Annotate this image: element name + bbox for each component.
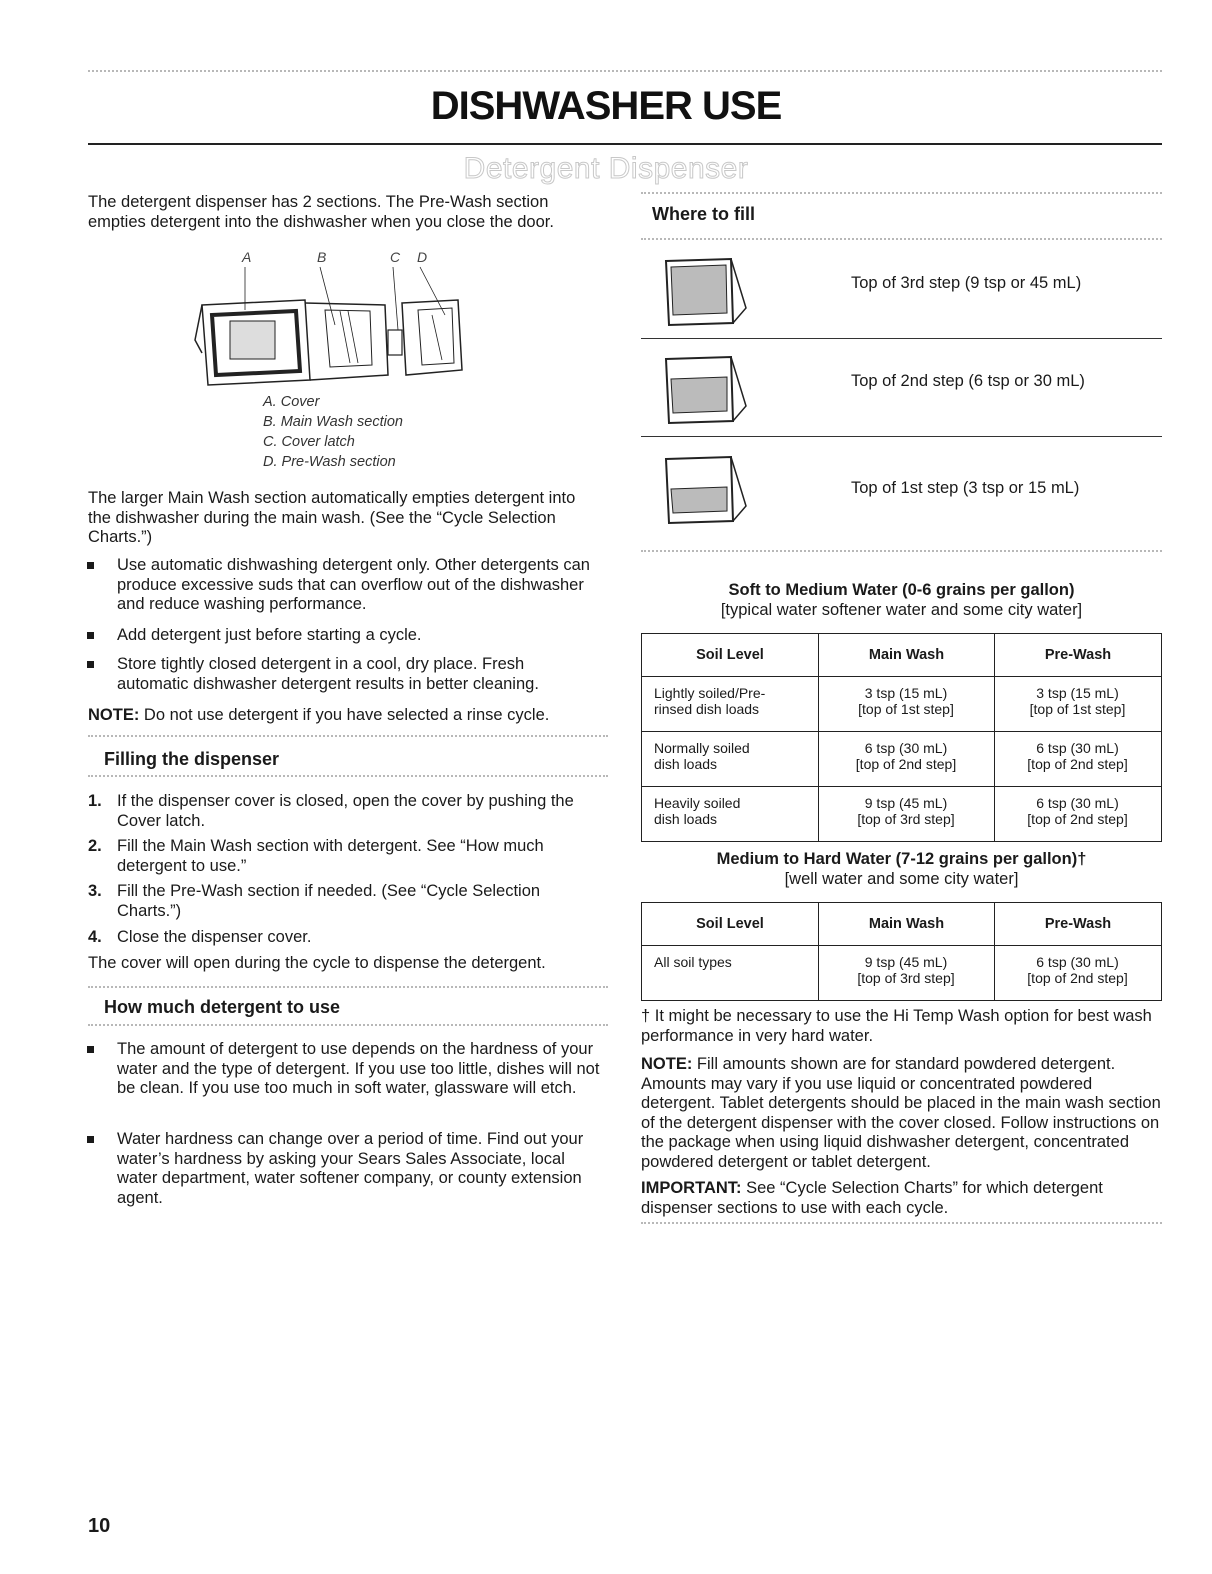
cell-line: 6 tsp (30 mL) bbox=[1036, 954, 1119, 970]
soft-water-table bbox=[641, 633, 1162, 842]
where-title: Where to fill bbox=[652, 204, 755, 224]
soil-cell bbox=[642, 787, 819, 842]
column-header: Soil Level bbox=[642, 903, 819, 946]
fill-row-rule bbox=[641, 338, 1162, 339]
step-number: 2. bbox=[88, 837, 102, 855]
filling-step bbox=[88, 928, 597, 948]
filling-step bbox=[88, 837, 597, 876]
title-rule bbox=[88, 143, 1162, 145]
cell-line: [top of 1st step] bbox=[858, 701, 954, 717]
diagram-letter-a: A bbox=[242, 249, 252, 265]
important-text: See “Cycle Selection Charts” for which detergent dispenser sections to use with each cycle. bbox=[641, 1179, 1103, 1217]
soft-water-subtitle: [typical water softener water and some city water] bbox=[720, 601, 1083, 619]
fill-row bbox=[641, 439, 1162, 535]
column-header: Main Wash bbox=[819, 634, 995, 677]
cell-line: [top of 3rd step] bbox=[857, 970, 955, 986]
bullet-item: The amount of detergent to use depends on the hardness of your water and the type of detergent. If you use too little, dishes will not be clean. If you use too much in soft water, glassware will etch. bbox=[117, 1040, 607, 1099]
where-divider-end bbox=[641, 550, 1162, 552]
main-wash-text: The larger Main Wash section automatically empties detergent into the dishwasher during the main wash. (See the “Cycle Selection Charts.”) bbox=[88, 489, 576, 546]
diagram-letter-b: B bbox=[317, 249, 327, 265]
table-header-row bbox=[642, 903, 1162, 946]
main-wash-cell bbox=[819, 732, 995, 787]
bullet-item: Add detergent just before starting a cycle. bbox=[117, 626, 607, 646]
cell-line: 9 tsp (45 mL) bbox=[864, 795, 948, 811]
bullet-item: Water hardness can change over a period of time. Find out your water’s hardness by asking your Sears Sales Associate, local water department, water softener company, or county extension agent. bbox=[117, 1130, 607, 1208]
note-text: Fill amounts shown are for standard powdered detergent. Amounts may vary if you use liquid or concentrated powdered detergent. Tablet detergents should be placed in the main wash section of the detergent dispenser with the cover closed. Follow instructions on the package when using liquid dishwasher detergent, concentrated powdered detergent or tablet detergent. bbox=[641, 1055, 1161, 1171]
step-number: 1. bbox=[88, 792, 102, 810]
cell-line: 3 tsp (15 mL) bbox=[1036, 685, 1119, 701]
page-number: 10 bbox=[88, 1515, 111, 1537]
cell-line: 6 tsp (30 mL) bbox=[1036, 795, 1119, 811]
bullet-item: Use automatic dishwashing detergent only. Other detergents can produce excessive suds that can overflow out of the dishwasher and reduce washing performance. bbox=[117, 556, 607, 615]
page-title: DISHWASHER USE bbox=[430, 84, 782, 128]
note-text: Do not use detergent if you have selected a rinse cycle. bbox=[139, 706, 550, 724]
dispenser-step-3-icon bbox=[661, 253, 751, 333]
cell-line: [top of 2nd step] bbox=[855, 756, 957, 772]
howmuch-divider-bottom bbox=[88, 1024, 608, 1026]
pre-wash-cell bbox=[995, 787, 1162, 842]
note-fill-amounts bbox=[641, 1055, 1162, 1172]
fill-row bbox=[641, 243, 1162, 339]
dispenser-step-1-icon bbox=[661, 451, 751, 531]
footnote: † It might be necessary to use the Hi Temp Wash option for best wash performance in very hard water. bbox=[641, 1007, 1152, 1045]
cell-line: dish loads bbox=[654, 756, 718, 772]
howmuch-title: How much detergent to use bbox=[104, 997, 341, 1017]
fill-row-text: Top of 3rd step (9 tsp or 45 mL) bbox=[851, 274, 1082, 292]
hard-water-title: Medium to Hard Water (7-12 grains per gallon)† bbox=[716, 850, 1087, 868]
top-divider bbox=[88, 70, 1162, 72]
diagram-legend bbox=[263, 392, 403, 472]
cell-line: Heavily soiled bbox=[654, 795, 741, 811]
table-row bbox=[642, 787, 1162, 842]
column-header: Pre-Wash bbox=[995, 903, 1162, 946]
howmuch-divider-top bbox=[88, 986, 608, 988]
pre-wash-cell bbox=[995, 677, 1162, 732]
hard-water-table bbox=[641, 902, 1162, 1001]
cell-line: Lightly soiled/Pre- bbox=[654, 685, 766, 701]
important-label: IMPORTANT: bbox=[641, 1179, 742, 1197]
cell-line: rinsed dish loads bbox=[654, 701, 760, 717]
note-rinse bbox=[88, 706, 608, 726]
soil-cell bbox=[642, 677, 819, 732]
note-label: NOTE: bbox=[641, 1055, 693, 1073]
step-text: Fill the Main Wash section with detergent. See “How much detergent to use.” bbox=[117, 837, 544, 875]
note-label: NOTE: bbox=[88, 706, 140, 724]
step-text: If the dispenser cover is closed, open the cover by pushing the Cover latch. bbox=[117, 792, 574, 830]
fill-row-text: Top of 1st step (3 tsp or 15 mL) bbox=[851, 479, 1080, 497]
cell-line: dish loads bbox=[654, 811, 718, 827]
legend-item: C. Cover latch bbox=[263, 434, 355, 450]
diagram-letter-c: C bbox=[390, 249, 401, 265]
main-wash-cell bbox=[819, 677, 995, 732]
pre-wash-cell bbox=[995, 732, 1162, 787]
filling-divider-top bbox=[88, 735, 608, 737]
column-header: Main Wash bbox=[819, 903, 995, 946]
table-row bbox=[642, 677, 1162, 732]
table-row bbox=[642, 732, 1162, 787]
fill-row-rule bbox=[641, 436, 1162, 437]
main-wash-cell bbox=[819, 787, 995, 842]
cell-line: 6 tsp (30 mL) bbox=[864, 740, 948, 756]
legend-item: D. Pre-Wash section bbox=[263, 454, 396, 470]
cell-line: [top of 2nd step] bbox=[1027, 970, 1128, 986]
filling-step bbox=[88, 882, 597, 921]
column-header: Soil Level bbox=[642, 634, 819, 677]
main-wash-cell bbox=[819, 946, 995, 1001]
diagram-letter-d: D bbox=[417, 249, 428, 265]
cell-line: 9 tsp (45 mL) bbox=[864, 954, 948, 970]
where-divider-bottom bbox=[641, 238, 1162, 240]
fill-row-text: Top of 2nd step (6 tsp or 30 mL) bbox=[851, 372, 1085, 390]
bullet-item: Store tightly closed detergent in a cool, dry place. Fresh automatic dishwasher detergent results in better cleaning. bbox=[117, 655, 597, 694]
step-number: 3. bbox=[88, 882, 102, 900]
legend-item: A. Cover bbox=[263, 394, 320, 410]
soil-cell bbox=[642, 946, 819, 1001]
cell-line: [top of 2nd step] bbox=[1027, 756, 1128, 772]
intro-text: The detergent dispenser has 2 sections. The Pre-Wash section empties detergent into the dishwasher when you close the door. bbox=[88, 193, 554, 231]
cell-line: All soil types bbox=[654, 954, 732, 970]
cell-line: Normally soiled bbox=[654, 740, 750, 756]
step-text: Close the dispenser cover. bbox=[117, 928, 312, 946]
fill-row bbox=[641, 341, 1162, 437]
table-header-row bbox=[642, 634, 1162, 677]
legend-item: B. Main Wash section bbox=[263, 414, 403, 430]
cell-line: [top of 2nd step] bbox=[1027, 811, 1128, 827]
dispenser-illustration bbox=[190, 245, 470, 395]
soft-water-title: Soft to Medium Water (0-6 grains per gallon) bbox=[728, 581, 1075, 599]
cell-line: 6 tsp (30 mL) bbox=[1036, 740, 1119, 756]
step-number: 4. bbox=[88, 928, 102, 946]
where-divider-top bbox=[641, 192, 1162, 194]
cell-line: [top of 3rd step] bbox=[857, 811, 955, 827]
step-text: Fill the Pre-Wash section if needed. (See “Cycle Selection Charts.”) bbox=[117, 882, 541, 920]
soil-cell bbox=[642, 732, 819, 787]
dispenser-step-2-icon bbox=[661, 351, 751, 431]
pre-wash-cell bbox=[995, 946, 1162, 1001]
section-title: Detergent Dispenser bbox=[463, 152, 749, 185]
filling-step bbox=[88, 792, 597, 831]
cell-line: 3 tsp (15 mL) bbox=[864, 685, 948, 701]
filling-divider-bottom bbox=[88, 775, 608, 777]
column-header: Pre-Wash bbox=[995, 634, 1162, 677]
right-bottom-divider bbox=[641, 1222, 1162, 1224]
filling-after-text: The cover will open during the cycle to dispense the detergent. bbox=[88, 954, 546, 972]
dispenser-diagram bbox=[190, 245, 470, 395]
filling-title: Filling the dispenser bbox=[104, 749, 280, 769]
hard-water-subtitle: [well water and some city water] bbox=[784, 870, 1019, 888]
cell-line: [top of 1st step] bbox=[1029, 701, 1126, 717]
table-row bbox=[642, 946, 1162, 1001]
important-note bbox=[641, 1179, 1156, 1218]
